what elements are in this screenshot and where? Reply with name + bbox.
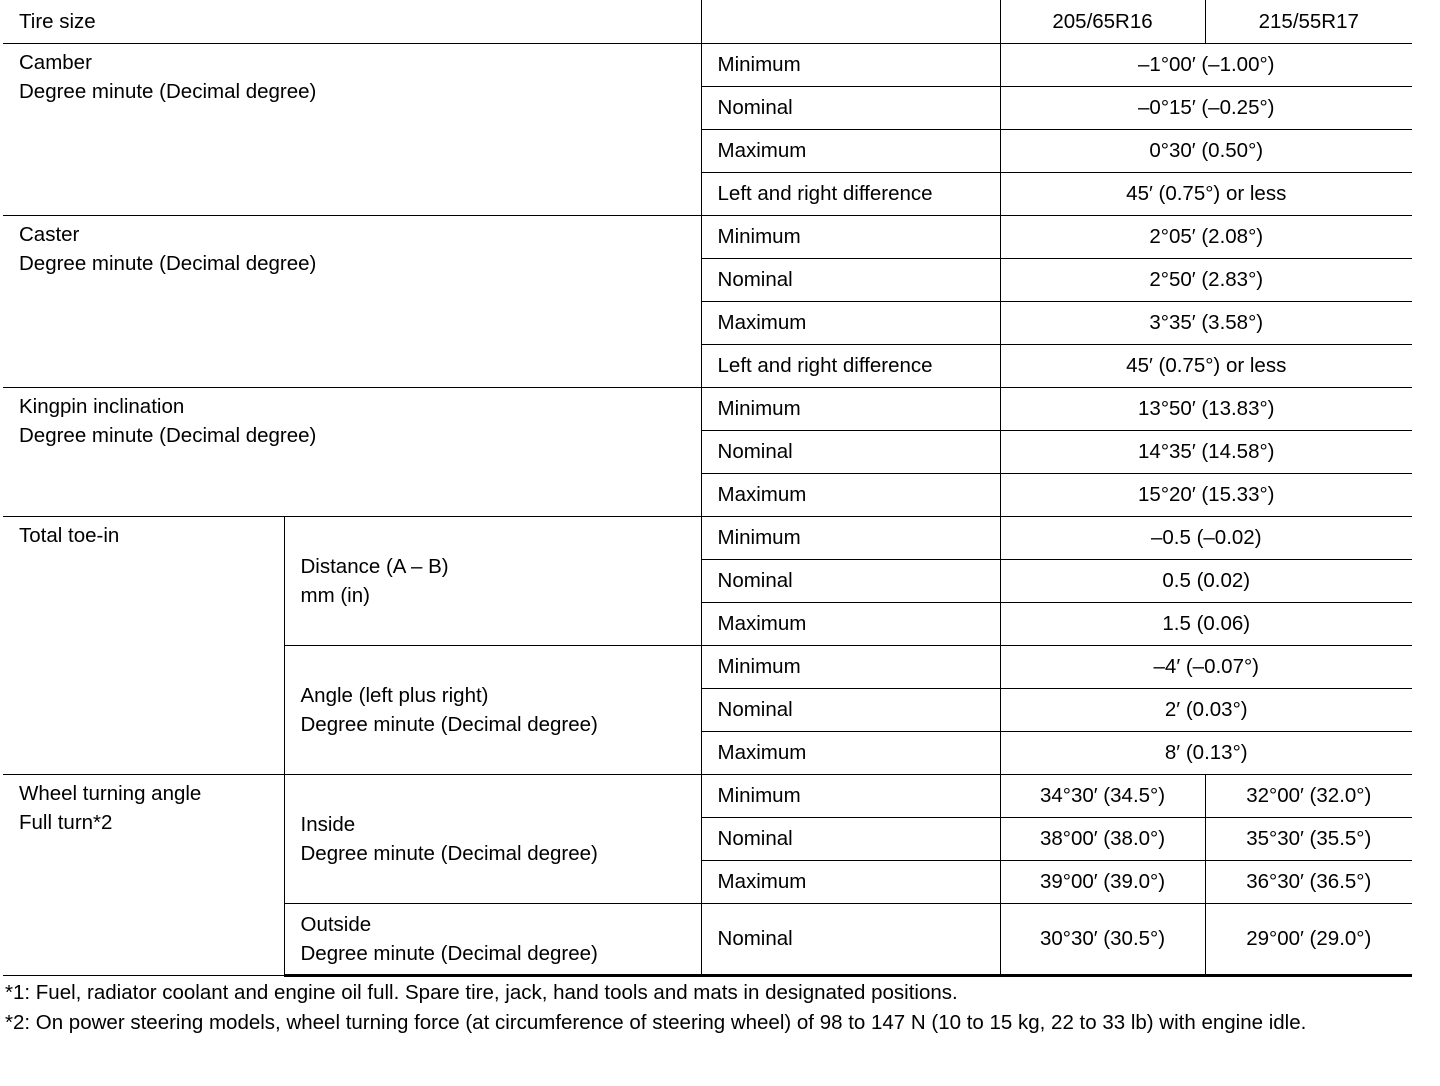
- turning-outside-label: Outside: [300, 912, 372, 936]
- kingpin-label-cell: [3, 387, 701, 516]
- turning-inside-minimum-205: 34°30′ (34.5°): [1000, 774, 1205, 817]
- toe-distance-value-nominal: 0.5 (0.02): [1000, 559, 1412, 602]
- turning-inside-nominal-215: 35°30′ (35.5°): [1205, 817, 1412, 860]
- turning-inside-maximum-205: 39°00′ (39.0°): [1000, 860, 1205, 903]
- kingpin-value-maximum: 15°20′ (15.33°): [1000, 473, 1412, 516]
- toe-distance-value-minimum: –0.5 (–0.02): [1000, 516, 1412, 559]
- toe-distance-label: Distance (A – B): [300, 554, 449, 578]
- turning-inside-row-minimum: [3, 774, 1412, 817]
- condition-label: Nominal: [701, 688, 1000, 731]
- condition-label: Nominal: [701, 559, 1000, 602]
- camber-value-minimum: –1°00′ (–1.00°): [1000, 43, 1412, 86]
- tire-size-215-55r17: 215/55R17: [1205, 0, 1412, 43]
- turning-inside-label: Inside: [300, 812, 356, 836]
- toe-angle-label-cell: [284, 645, 701, 774]
- turning-inside-label-cell: [284, 774, 701, 903]
- toe-angle-value-minimum: –4′ (–0.07°): [1000, 645, 1412, 688]
- caster-value-maximum: 3°35′ (3.58°): [1000, 301, 1412, 344]
- condition-label: Minimum: [701, 645, 1000, 688]
- wheel-alignment-spec-table: [3, 0, 1412, 977]
- condition-label: Nominal: [701, 258, 1000, 301]
- turning-inside-maximum-215: 36°30′ (36.5°): [1205, 860, 1412, 903]
- condition-label: Left and right difference: [701, 344, 1000, 387]
- turning-subtitle: Full turn*2: [19, 810, 113, 834]
- header-row: [3, 0, 1412, 43]
- condition-label: Nominal: [701, 903, 1000, 975]
- turning-inside-nominal-205: 38°00′ (38.0°): [1000, 817, 1205, 860]
- condition-label: Maximum: [701, 860, 1000, 903]
- condition-label: Minimum: [701, 516, 1000, 559]
- tire-size-205-65r16: 205/65R16: [1000, 0, 1205, 43]
- turning-inside-unit: Degree minute (Decimal degree): [300, 841, 598, 865]
- condition-label: Nominal: [701, 86, 1000, 129]
- turning-outside-unit: Degree minute (Decimal degree): [300, 941, 598, 965]
- caster-row-minimum: [3, 215, 1412, 258]
- turning-outside-nominal-215: 29°00′ (29.0°): [1205, 903, 1412, 975]
- condition-label: Maximum: [701, 602, 1000, 645]
- toe-angle-unit: Degree minute (Decimal degree): [300, 712, 598, 736]
- caster-unit: Degree minute (Decimal degree): [19, 251, 317, 275]
- turning-title: Wheel turning angle: [19, 781, 202, 805]
- condition-label: Minimum: [701, 387, 1000, 430]
- turning-outside-label-cell: [284, 903, 701, 975]
- footnotes: [5, 978, 1411, 1038]
- caster-value-difference: 45′ (0.75°) or less: [1000, 344, 1412, 387]
- footnote-1: *1: Fuel, radiator coolant and engine oil full. Spare tire, jack, hand tools and mats in designated positions.: [5, 981, 958, 1004]
- camber-title: Camber: [19, 50, 92, 74]
- toe-angle-value-maximum: 8′ (0.13°): [1000, 731, 1412, 774]
- toe-angle-label: Angle (left plus right): [300, 683, 489, 707]
- caster-title: Caster: [19, 222, 80, 246]
- turning-label-cell: [3, 774, 284, 975]
- condition-label: Maximum: [701, 129, 1000, 172]
- toe-distance-row-minimum: [3, 516, 1412, 559]
- tire-size-label: Tire size: [3, 0, 701, 43]
- condition-label: Maximum: [701, 731, 1000, 774]
- condition-label: Nominal: [701, 430, 1000, 473]
- condition-label: Minimum: [701, 774, 1000, 817]
- condition-label: Minimum: [701, 215, 1000, 258]
- footnote-2: *2: On power steering models, wheel turning force (at circumference of steering wheel) of 98 to 147 N (10 to 15 kg, 22 to 33 lb) with engine idle.: [5, 1011, 1307, 1034]
- toe-distance-label-cell: [284, 516, 701, 645]
- toe-distance-value-maximum: 1.5 (0.06): [1000, 602, 1412, 645]
- header-condition-cell: [701, 0, 1000, 43]
- kingpin-value-minimum: 13°50′ (13.83°): [1000, 387, 1412, 430]
- kingpin-unit: Degree minute (Decimal degree): [19, 423, 317, 447]
- toe-in-title: Total toe-in: [19, 523, 120, 547]
- toe-angle-value-nominal: 2′ (0.03°): [1000, 688, 1412, 731]
- kingpin-row-minimum: [3, 387, 1412, 430]
- camber-unit: Degree minute (Decimal degree): [19, 79, 317, 103]
- condition-label: Nominal: [701, 817, 1000, 860]
- toe-in-label-cell: [3, 516, 284, 774]
- kingpin-value-nominal: 14°35′ (14.58°): [1000, 430, 1412, 473]
- camber-value-maximum: 0°30′ (0.50°): [1000, 129, 1412, 172]
- condition-label: Minimum: [701, 43, 1000, 86]
- condition-label: Maximum: [701, 473, 1000, 516]
- kingpin-title: Kingpin inclination: [19, 394, 185, 418]
- toe-distance-unit: mm (in): [300, 583, 370, 607]
- turning-inside-minimum-215: 32°00′ (32.0°): [1205, 774, 1412, 817]
- camber-label-cell: [3, 43, 701, 215]
- caster-value-minimum: 2°05′ (2.08°): [1000, 215, 1412, 258]
- camber-row-minimum: [3, 43, 1412, 86]
- caster-label-cell: [3, 215, 701, 387]
- caster-value-nominal: 2°50′ (2.83°): [1000, 258, 1412, 301]
- camber-value-difference: 45′ (0.75°) or less: [1000, 172, 1412, 215]
- condition-label: Left and right difference: [701, 172, 1000, 215]
- condition-label: Maximum: [701, 301, 1000, 344]
- camber-value-nominal: –0°15′ (–0.25°): [1000, 86, 1412, 129]
- turning-outside-nominal-205: 30°30′ (30.5°): [1000, 903, 1205, 975]
